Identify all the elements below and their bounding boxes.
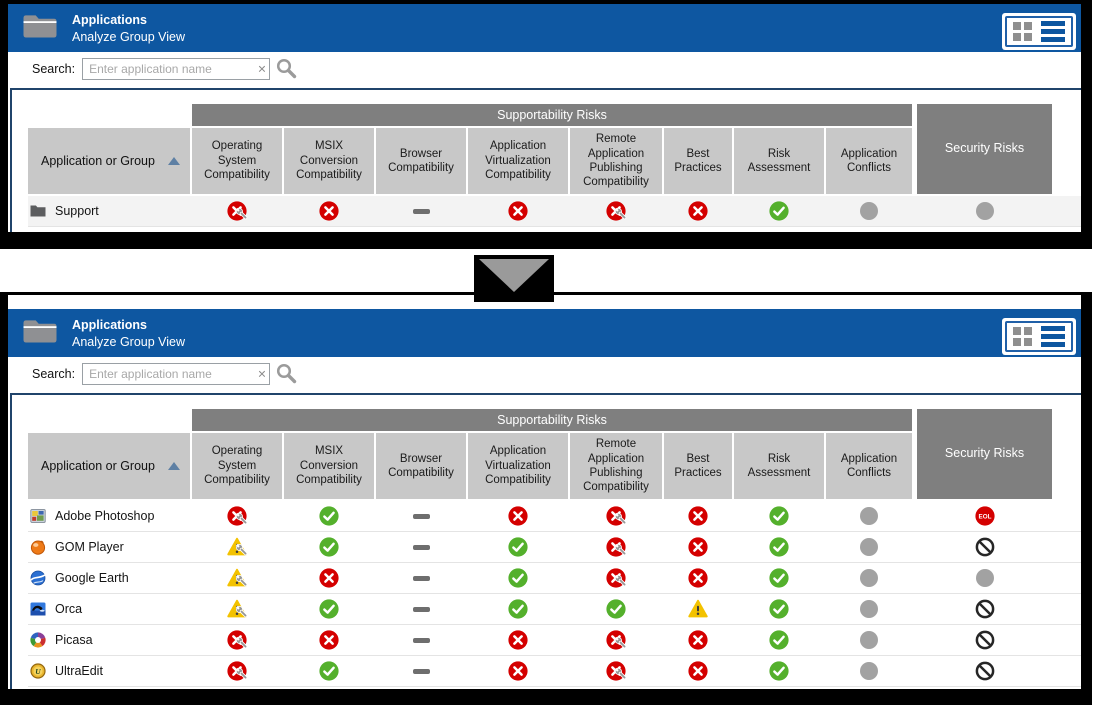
application-or-group-label: Application or Group xyxy=(41,459,155,473)
status-error-icon xyxy=(688,661,708,681)
status-error-icon xyxy=(688,537,708,557)
status-cell[interactable] xyxy=(468,201,568,221)
grid-view-button[interactable] xyxy=(1013,22,1032,41)
ultraedit-icon xyxy=(30,663,46,679)
status-error-fix-icon xyxy=(606,661,626,681)
table-row[interactable] xyxy=(28,501,1081,532)
status-error-icon xyxy=(319,201,339,221)
table-body xyxy=(28,196,1081,227)
page-title: Applications xyxy=(72,317,148,332)
status-cell[interactable] xyxy=(468,506,568,526)
status-neutral-icon xyxy=(859,630,879,650)
status-cell[interactable] xyxy=(284,201,374,221)
column-header-6[interactable]: Best Practices xyxy=(664,433,732,499)
status-cell[interactable] xyxy=(284,630,374,650)
results-table xyxy=(8,390,1081,689)
application-name: Google Earth xyxy=(55,571,129,585)
status-cell[interactable] xyxy=(917,630,1052,650)
status-success-icon xyxy=(319,537,339,557)
status-error-fix-icon xyxy=(606,506,626,526)
status-success-icon xyxy=(769,201,789,221)
status-error-icon xyxy=(508,506,528,526)
status-success-icon xyxy=(606,599,626,619)
status-success-icon xyxy=(319,661,339,681)
status-neutral-icon xyxy=(859,599,879,619)
status-error-fix-icon xyxy=(227,630,247,650)
status-cell[interactable] xyxy=(192,201,282,221)
status-cell[interactable] xyxy=(570,568,662,588)
status-neutral-icon xyxy=(975,568,995,588)
status-cell[interactable] xyxy=(826,506,912,526)
picasa-icon xyxy=(30,632,46,648)
svg-text:EOL: EOL xyxy=(978,513,991,521)
status-cell[interactable] xyxy=(664,661,732,681)
status-none-icon xyxy=(411,568,431,588)
status-warning-icon xyxy=(688,599,708,619)
view-toggle xyxy=(1002,318,1076,355)
status-blocked-icon xyxy=(975,599,995,619)
status-cell[interactable] xyxy=(376,599,466,619)
clear-search-icon[interactable]: × xyxy=(257,364,267,381)
status-neutral-icon xyxy=(859,568,879,588)
list-view-icon xyxy=(1041,326,1065,347)
status-error-icon xyxy=(508,630,528,650)
status-none-icon xyxy=(411,661,431,681)
table-row[interactable] xyxy=(28,196,1081,227)
status-cell[interactable] xyxy=(734,568,824,588)
status-blocked-icon xyxy=(975,661,995,681)
down-arrow-icon xyxy=(479,259,549,292)
status-error-icon xyxy=(319,568,339,588)
status-cell[interactable] xyxy=(192,568,282,588)
sort-ascending-icon xyxy=(168,157,180,165)
status-none-icon xyxy=(411,630,431,650)
status-cell[interactable] xyxy=(192,630,282,650)
status-cell[interactable] xyxy=(664,537,732,557)
status-success-icon xyxy=(508,568,528,588)
status-cell[interactable] xyxy=(826,661,912,681)
application-cell xyxy=(28,508,190,524)
status-cell[interactable] xyxy=(468,630,568,650)
status-cell[interactable] xyxy=(734,630,824,650)
table-header xyxy=(28,104,1081,194)
status-error-icon xyxy=(688,568,708,588)
status-cell[interactable] xyxy=(570,506,662,526)
table-row[interactable] xyxy=(28,594,1081,625)
status-cell[interactable] xyxy=(570,201,662,221)
status-error-fix-icon xyxy=(606,201,626,221)
search-label: Search: xyxy=(32,61,76,76)
status-success-icon xyxy=(319,599,339,619)
column-header-1[interactable]: Operating System Compatibility xyxy=(192,128,282,194)
column-header-1[interactable]: Operating System Compatibility xyxy=(192,433,282,499)
expand-transition-arrow xyxy=(474,255,554,302)
status-error-icon xyxy=(688,201,708,221)
status-cell[interactable] xyxy=(664,568,732,588)
status-eol-icon xyxy=(975,506,995,526)
application-or-group-label: Application or Group xyxy=(41,154,155,168)
list-view-button[interactable] xyxy=(1041,21,1065,42)
table-row[interactable] xyxy=(28,563,1081,594)
photoshop-icon xyxy=(30,508,46,524)
applications-folder-icon xyxy=(21,11,59,45)
status-cell[interactable] xyxy=(826,201,912,221)
column-header-6[interactable]: Best Practices xyxy=(664,128,732,194)
applications-folder-icon xyxy=(21,316,59,350)
application-cell xyxy=(28,632,190,648)
application-name: Orca xyxy=(55,602,83,616)
column-header-4[interactable]: Application Virtualization Compatibility xyxy=(468,128,568,194)
window-content xyxy=(8,4,1081,232)
application-or-group-header[interactable] xyxy=(28,128,190,194)
status-success-icon xyxy=(508,599,528,619)
status-error-fix-icon xyxy=(606,568,626,588)
status-cell[interactable] xyxy=(826,599,912,619)
status-cell[interactable] xyxy=(376,661,466,681)
column-header-7[interactable]: Risk Assessment xyxy=(734,128,824,194)
search-input[interactable] xyxy=(82,363,270,385)
status-cell[interactable] xyxy=(284,568,374,588)
applications-window-expanded xyxy=(0,292,1092,705)
status-cell[interactable] xyxy=(917,599,1052,619)
status-cell[interactable] xyxy=(664,630,732,650)
status-error-icon xyxy=(688,630,708,650)
status-neutral-icon xyxy=(859,661,879,681)
application-name: Picasa xyxy=(55,633,93,647)
view-toggle xyxy=(1002,13,1076,50)
status-none-icon xyxy=(411,506,431,526)
status-success-icon xyxy=(769,568,789,588)
status-cell[interactable] xyxy=(570,537,662,557)
status-error-fix-icon xyxy=(227,661,247,681)
status-cell[interactable] xyxy=(468,599,568,619)
search-bar xyxy=(8,52,1081,85)
status-cell[interactable] xyxy=(826,630,912,650)
application-cell xyxy=(28,570,190,586)
search-input[interactable] xyxy=(82,58,270,80)
column-header-3[interactable]: Browser Compatibility xyxy=(376,433,466,499)
column-header-2[interactable]: MSIX Conversion Compatibility xyxy=(284,128,374,194)
status-cell[interactable] xyxy=(570,630,662,650)
status-cell[interactable] xyxy=(917,661,1052,681)
results-table xyxy=(8,85,1081,232)
status-cell[interactable] xyxy=(664,201,732,221)
search-icon[interactable] xyxy=(275,57,298,80)
status-cell[interactable] xyxy=(734,201,824,221)
status-cell[interactable] xyxy=(376,201,466,221)
status-success-icon xyxy=(769,661,789,681)
sort-ascending-icon xyxy=(168,462,180,470)
status-cell[interactable] xyxy=(468,568,568,588)
gom-player-icon xyxy=(30,539,46,555)
status-neutral-icon xyxy=(859,506,879,526)
status-cell[interactable] xyxy=(734,661,824,681)
list-view-icon xyxy=(1041,21,1065,42)
status-error-fix-icon xyxy=(227,201,247,221)
status-none-icon xyxy=(411,599,431,619)
application-cell xyxy=(28,601,190,617)
application-name: Support xyxy=(55,204,99,218)
list-view-button[interactable] xyxy=(1041,326,1065,347)
titlebar xyxy=(8,309,1081,357)
status-cell[interactable] xyxy=(734,506,824,526)
status-success-icon xyxy=(769,537,789,557)
status-neutral-icon xyxy=(859,201,879,221)
titlebar xyxy=(8,4,1081,52)
status-cell[interactable] xyxy=(376,537,466,557)
status-cell[interactable] xyxy=(826,568,912,588)
status-neutral-icon xyxy=(859,537,879,557)
status-cell[interactable] xyxy=(664,506,732,526)
status-error-fix-icon xyxy=(227,506,247,526)
application-cell xyxy=(28,539,190,555)
table-row[interactable] xyxy=(28,532,1081,563)
status-cell[interactable] xyxy=(664,599,732,619)
supportability-risks-band: Supportability Risks xyxy=(192,409,912,431)
status-error-icon xyxy=(508,201,528,221)
supportability-risks-band: Supportability Risks xyxy=(192,104,912,126)
status-cell[interactable] xyxy=(376,630,466,650)
status-cell[interactable] xyxy=(917,568,1052,588)
google-earth-icon xyxy=(30,570,46,586)
column-header-7[interactable]: Risk Assessment xyxy=(734,433,824,499)
status-cell[interactable] xyxy=(734,599,824,619)
window-content xyxy=(8,295,1081,689)
status-none-icon xyxy=(411,537,431,557)
status-cell[interactable] xyxy=(917,537,1052,557)
column-header-8[interactable]: Application Conflicts xyxy=(826,433,912,499)
status-blocked-icon xyxy=(975,630,995,650)
orca-icon xyxy=(30,601,46,617)
status-cell[interactable] xyxy=(376,506,466,526)
status-success-icon xyxy=(769,630,789,650)
svg-text:U: U xyxy=(35,666,41,676)
status-blocked-icon xyxy=(975,537,995,557)
status-error-icon xyxy=(508,661,528,681)
table-body xyxy=(28,501,1081,687)
status-cell[interactable] xyxy=(376,568,466,588)
clear-search-icon[interactable]: × xyxy=(257,59,267,76)
status-cell[interactable] xyxy=(570,599,662,619)
security-risks-column-header[interactable]: Security Risks xyxy=(917,104,1052,194)
status-error-fix-icon xyxy=(606,537,626,557)
search-bar xyxy=(8,357,1081,390)
group-folder-icon xyxy=(30,203,46,219)
status-cell[interactable] xyxy=(917,201,1052,221)
status-cell[interactable] xyxy=(284,506,374,526)
status-neutral-icon xyxy=(975,201,995,221)
status-none-icon xyxy=(411,201,431,221)
applications-window-collapsed xyxy=(0,0,1092,249)
search-icon[interactable] xyxy=(275,362,298,385)
status-cell[interactable] xyxy=(468,537,568,557)
status-warning-fix-icon xyxy=(227,568,247,588)
column-header-2[interactable]: MSIX Conversion Compatibility xyxy=(284,433,374,499)
page-subtitle: Analyze Group View xyxy=(72,29,186,44)
grid-view-icon xyxy=(1013,327,1032,346)
status-success-icon xyxy=(319,506,339,526)
table-row[interactable] xyxy=(28,625,1081,656)
status-error-icon xyxy=(319,630,339,650)
column-header-5[interactable]: Remote Application Publishing Compatibility xyxy=(570,433,662,499)
page-title: Applications xyxy=(72,12,148,27)
grid-view-icon xyxy=(1013,22,1032,41)
status-cell[interactable] xyxy=(284,537,374,557)
table-row[interactable] xyxy=(28,656,1081,687)
search-label: Search: xyxy=(32,366,76,381)
status-cell[interactable] xyxy=(192,537,282,557)
status-cell[interactable] xyxy=(917,506,1052,526)
status-error-icon xyxy=(688,506,708,526)
status-cell[interactable] xyxy=(734,537,824,557)
grid-view-button[interactable] xyxy=(1013,327,1032,346)
application-name: GOM Player xyxy=(55,540,124,554)
table-header xyxy=(28,409,1081,499)
status-success-icon xyxy=(769,506,789,526)
status-error-fix-icon xyxy=(606,630,626,650)
column-header-8[interactable]: Application Conflicts xyxy=(826,128,912,194)
application-cell xyxy=(28,203,190,219)
status-warning-fix-icon xyxy=(227,599,247,619)
status-cell[interactable] xyxy=(284,661,374,681)
column-header-4[interactable]: Application Virtualization Compatibility xyxy=(468,433,568,499)
column-header-5[interactable]: Remote Application Publishing Compatibility xyxy=(570,128,662,194)
application-or-group-header[interactable] xyxy=(28,433,190,499)
status-cell[interactable] xyxy=(826,537,912,557)
status-cell[interactable] xyxy=(468,661,568,681)
page-subtitle: Analyze Group View xyxy=(72,334,186,349)
status-cell[interactable] xyxy=(192,599,282,619)
status-cell[interactable] xyxy=(192,506,282,526)
status-warning-fix-icon xyxy=(227,537,247,557)
application-cell xyxy=(28,663,190,679)
status-success-icon xyxy=(769,599,789,619)
column-header-3[interactable]: Browser Compatibility xyxy=(376,128,466,194)
status-success-icon xyxy=(508,537,528,557)
application-name: Adobe Photoshop xyxy=(55,509,155,523)
status-cell[interactable] xyxy=(192,661,282,681)
application-name: UltraEdit xyxy=(55,664,103,678)
status-cell[interactable] xyxy=(284,599,374,619)
status-cell[interactable] xyxy=(570,661,662,681)
security-risks-column-header[interactable]: Security Risks xyxy=(917,409,1052,499)
